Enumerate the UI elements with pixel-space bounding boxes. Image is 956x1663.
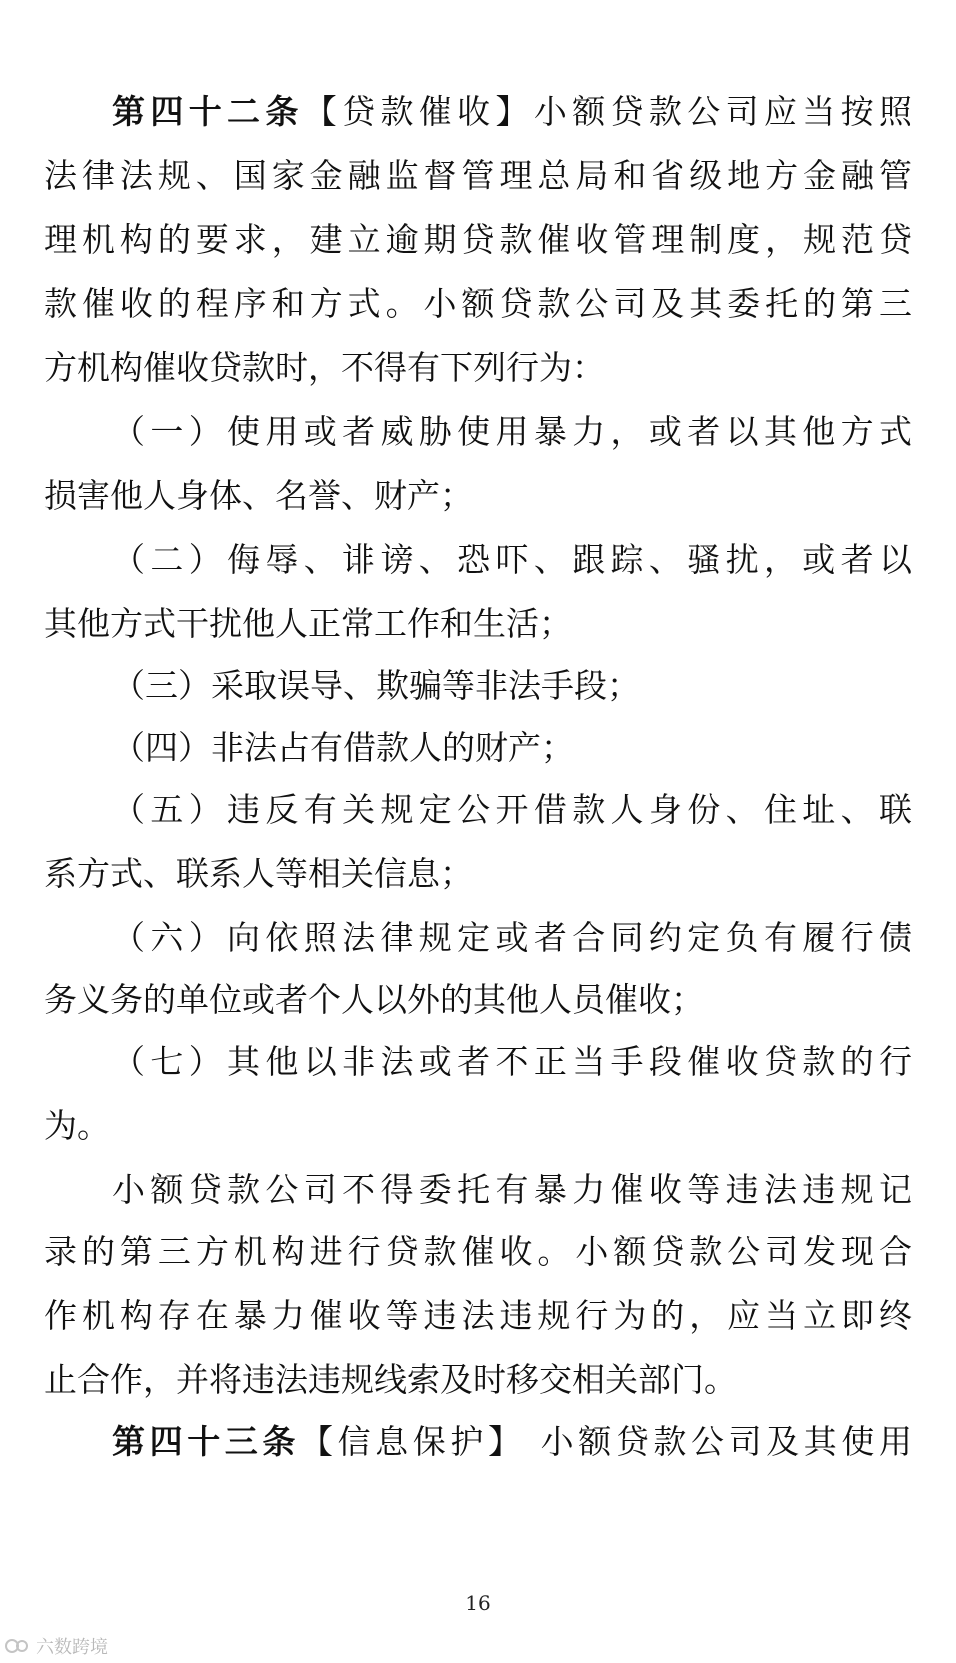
closing-paragraph-line-1: 小额贷款公司不得委托有暴力催收等违法违规记 (112, 1170, 912, 1209)
article-42-line-4: 款催收的程序和方式。小额贷款公司及其委托的第三 (44, 284, 912, 323)
article-43-title-text: 【信息保护】 小额贷款公司及其使用 (299, 1422, 912, 1461)
list-item-6-line-1: （六）向依照法律规定或者合同约定负有履行债 (112, 918, 912, 957)
article-42-line-3: 理机构的要求，建立逾期贷款催收管理制度，规范贷 (44, 220, 912, 259)
list-item-7-line-1: （七）其他以非法或者不正当手段催收贷款的行 (112, 1042, 912, 1081)
watermark-logo-icon (4, 1636, 30, 1656)
article-42-line-2: 法律法规、国家金融监督管理总局和省级地方金融管 (44, 156, 912, 195)
article-42-line-5: 方机构催收贷款时，不得有下列行为： (44, 348, 605, 387)
list-item-7-line-2: 为。 (44, 1106, 110, 1145)
watermark (4, 1632, 108, 1660)
list-item-2-line-1: （二）侮辱、诽谤、恐吓、跟踪、骚扰，或者以 (112, 540, 912, 579)
article-42-heading: 第四十二条 (112, 92, 304, 131)
closing-paragraph-line-4: 止合作，并将违法违规线索及时移交相关部门。 (44, 1360, 737, 1399)
article-42-line-1 (112, 82, 912, 142)
article-43-heading: 第四十三条 (112, 1422, 300, 1461)
article-42-title-text: 【贷款催收】小额贷款公司应当按照 (303, 92, 913, 131)
list-item-1-line-1: （一）使用或者威胁使用暴力，或者以其他方式 (112, 412, 912, 451)
list-item-3: （三）采取误导、欺骗等非法手段； (112, 666, 640, 705)
list-item-2-line-2: 其他方式干扰他人正常工作和生活； (44, 604, 572, 643)
list-item-6-line-2: 务义务的单位或者个人以外的其他人员催收； (44, 980, 704, 1019)
article-43-line-1 (112, 1412, 912, 1472)
list-item-4: （四）非法占有借款人的财产； (112, 728, 574, 767)
list-item-1-line-2: 损害他人身体、名誉、财产； (44, 476, 473, 515)
list-item-5-line-1: （五）违反有关规定公开借款人身份、住址、联 (112, 790, 912, 829)
watermark-text: 六数跨境 (36, 1637, 108, 1658)
closing-paragraph-line-2: 录的第三方机构进行贷款催收。小额贷款公司发现合 (44, 1232, 912, 1271)
closing-paragraph-line-3: 作机构存在暴力催收等违法违规行为的，应当立即终 (44, 1296, 912, 1335)
list-item-5-line-2: 系方式、联系人等相关信息； (44, 854, 473, 893)
page-number: 16 (465, 1591, 491, 1615)
